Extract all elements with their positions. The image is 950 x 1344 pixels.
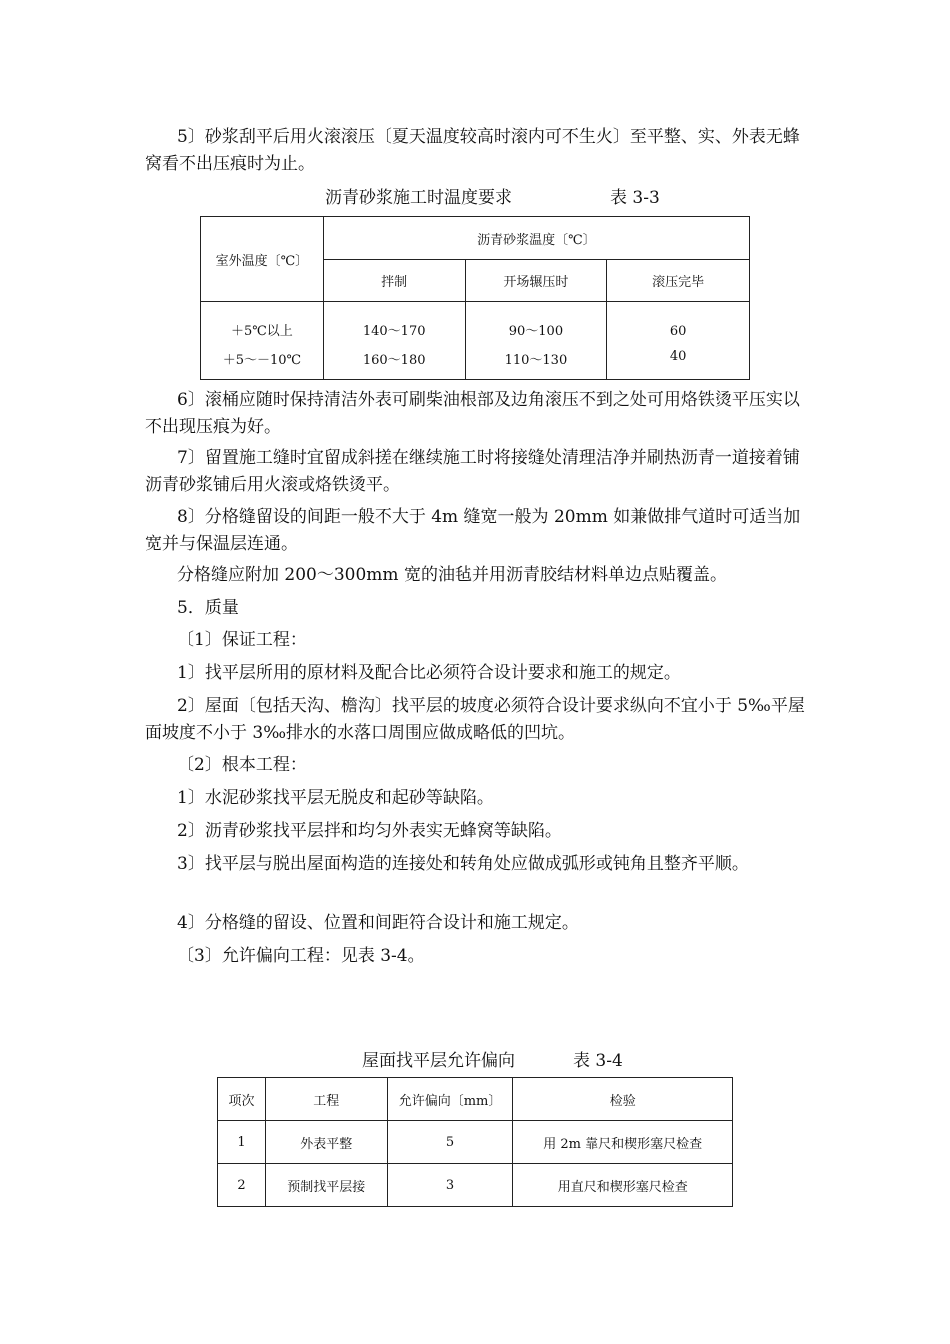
cell-mix: 160～180 (323, 344, 465, 380)
header-start-roll: 开场辗压时 (465, 260, 607, 302)
cell-outdoor: ＋5～－10℃ (201, 344, 324, 380)
cell-start: 90～100 (465, 302, 607, 344)
cell-item-no: 1 (218, 1121, 266, 1164)
table-3-3-title: 沥青砂浆施工时温度要求 (325, 188, 512, 208)
paragraph-8b: 分格缝应附加 200～300mm 宽的油毡并用沥青胶结材料单边点贴覆盖。 (177, 565, 727, 585)
basic-item-3: 3〕找平层与脱出屋面构造的连接处和转角处应做成弧形或钝角且整齐平顺。 (177, 854, 749, 874)
header-project: 工程 (265, 1078, 387, 1121)
cell-inspection: 用直尺和楔形塞尺检查 (513, 1164, 733, 1207)
table-3-3-number: 表 3-3 (610, 188, 660, 208)
header-mortar-temp: 沥青砂浆温度〔℃〕 (323, 217, 749, 260)
cell-tolerance: 5 (387, 1121, 513, 1164)
paragraph-8: 8〕分格缝留设的间距一般不大于 4m 缝宽一般为 20mm 如兼做排气道时可适当加宽并与保温层连通。 (145, 507, 801, 554)
cell-outdoor: ＋5℃以上 (201, 302, 324, 344)
cell-mix: 140～170 (323, 302, 465, 344)
header-tolerance: 允许偏向〔mm〕 (387, 1078, 513, 1121)
temperature-table (200, 216, 750, 380)
guarantee-item-2: 2〕屋面〔包括天沟、檐沟〕找平层的坡度必须符合设计要求纵向不宜小于 5‰平屋面坡度不小于 3‰排水的水落口周围应做成略低的凹坑。 (145, 696, 805, 743)
cell-start: 110～130 (465, 344, 607, 380)
tolerance-table (217, 1077, 733, 1207)
section-5-heading: 5．质量 (177, 598, 239, 618)
basic-item-4: 4〕分格缝的留设、位置和间距符合设计和施工规定。 (177, 913, 579, 933)
cell-tolerance: 3 (387, 1164, 513, 1207)
header-item-no: 项次 (218, 1078, 266, 1121)
header-end-roll: 滚压完毕 (607, 260, 750, 302)
cell-project: 预制找平层接 (265, 1164, 387, 1207)
basic-item-1: 1〕水泥砂浆找平层无脱皮和起砂等缺陷。 (177, 788, 494, 808)
basic-item-2: 2〕沥青砂浆找平层拌和均匀外表实无蜂窝等缺陷。 (177, 821, 562, 841)
header-outdoor-temp: 室外温度〔℃〕 (201, 217, 324, 302)
paragraph-7: 7〕留置施工缝时宜留成斜搓在继续施工时将接缝处清理洁净并刷热沥青一道接着铺沥青砂浆铺后用火滚或烙铁烫平。 (145, 448, 800, 495)
cell-end: 40 (607, 344, 750, 380)
paragraph-6: 6〕滚桶应随时保持清洁外表可刷柴油根部及边角滚压不到之处可用烙铁烫平压实以不出现压痕为好。 (145, 390, 800, 437)
cell-project: 外表平整 (265, 1121, 387, 1164)
cell-item-no: 2 (218, 1164, 266, 1207)
paragraph-5: 5〕砂浆刮平后用火滚滚压〔夏天温度较高时滚内可不生火〕至平整、实、外表无蜂窝看不出压痕时为止。 (145, 127, 800, 174)
table-row (218, 1121, 733, 1164)
basic-heading: 〔2〕根本工程： (177, 755, 307, 775)
header-mix: 拌制 (323, 260, 465, 302)
header-inspection: 检验 (513, 1078, 733, 1121)
guarantee-item-1: 1〕找平层所用的原材料及配合比必须符合设计要求和施工的规定。 (177, 663, 681, 683)
guarantee-heading: 〔1〕保证工程： (177, 630, 307, 650)
table-3-4-number: 表 3-4 (573, 1051, 623, 1071)
tolerance-heading: 〔3〕允许偏向工程：见表 3-4。 (177, 946, 425, 966)
table-3-4-title: 屋面找平层允许偏向 (362, 1051, 515, 1071)
cell-end: 60 (607, 302, 750, 344)
table-row (218, 1164, 733, 1207)
cell-inspection: 用 2m 靠尺和楔形塞尺检查 (513, 1121, 733, 1164)
